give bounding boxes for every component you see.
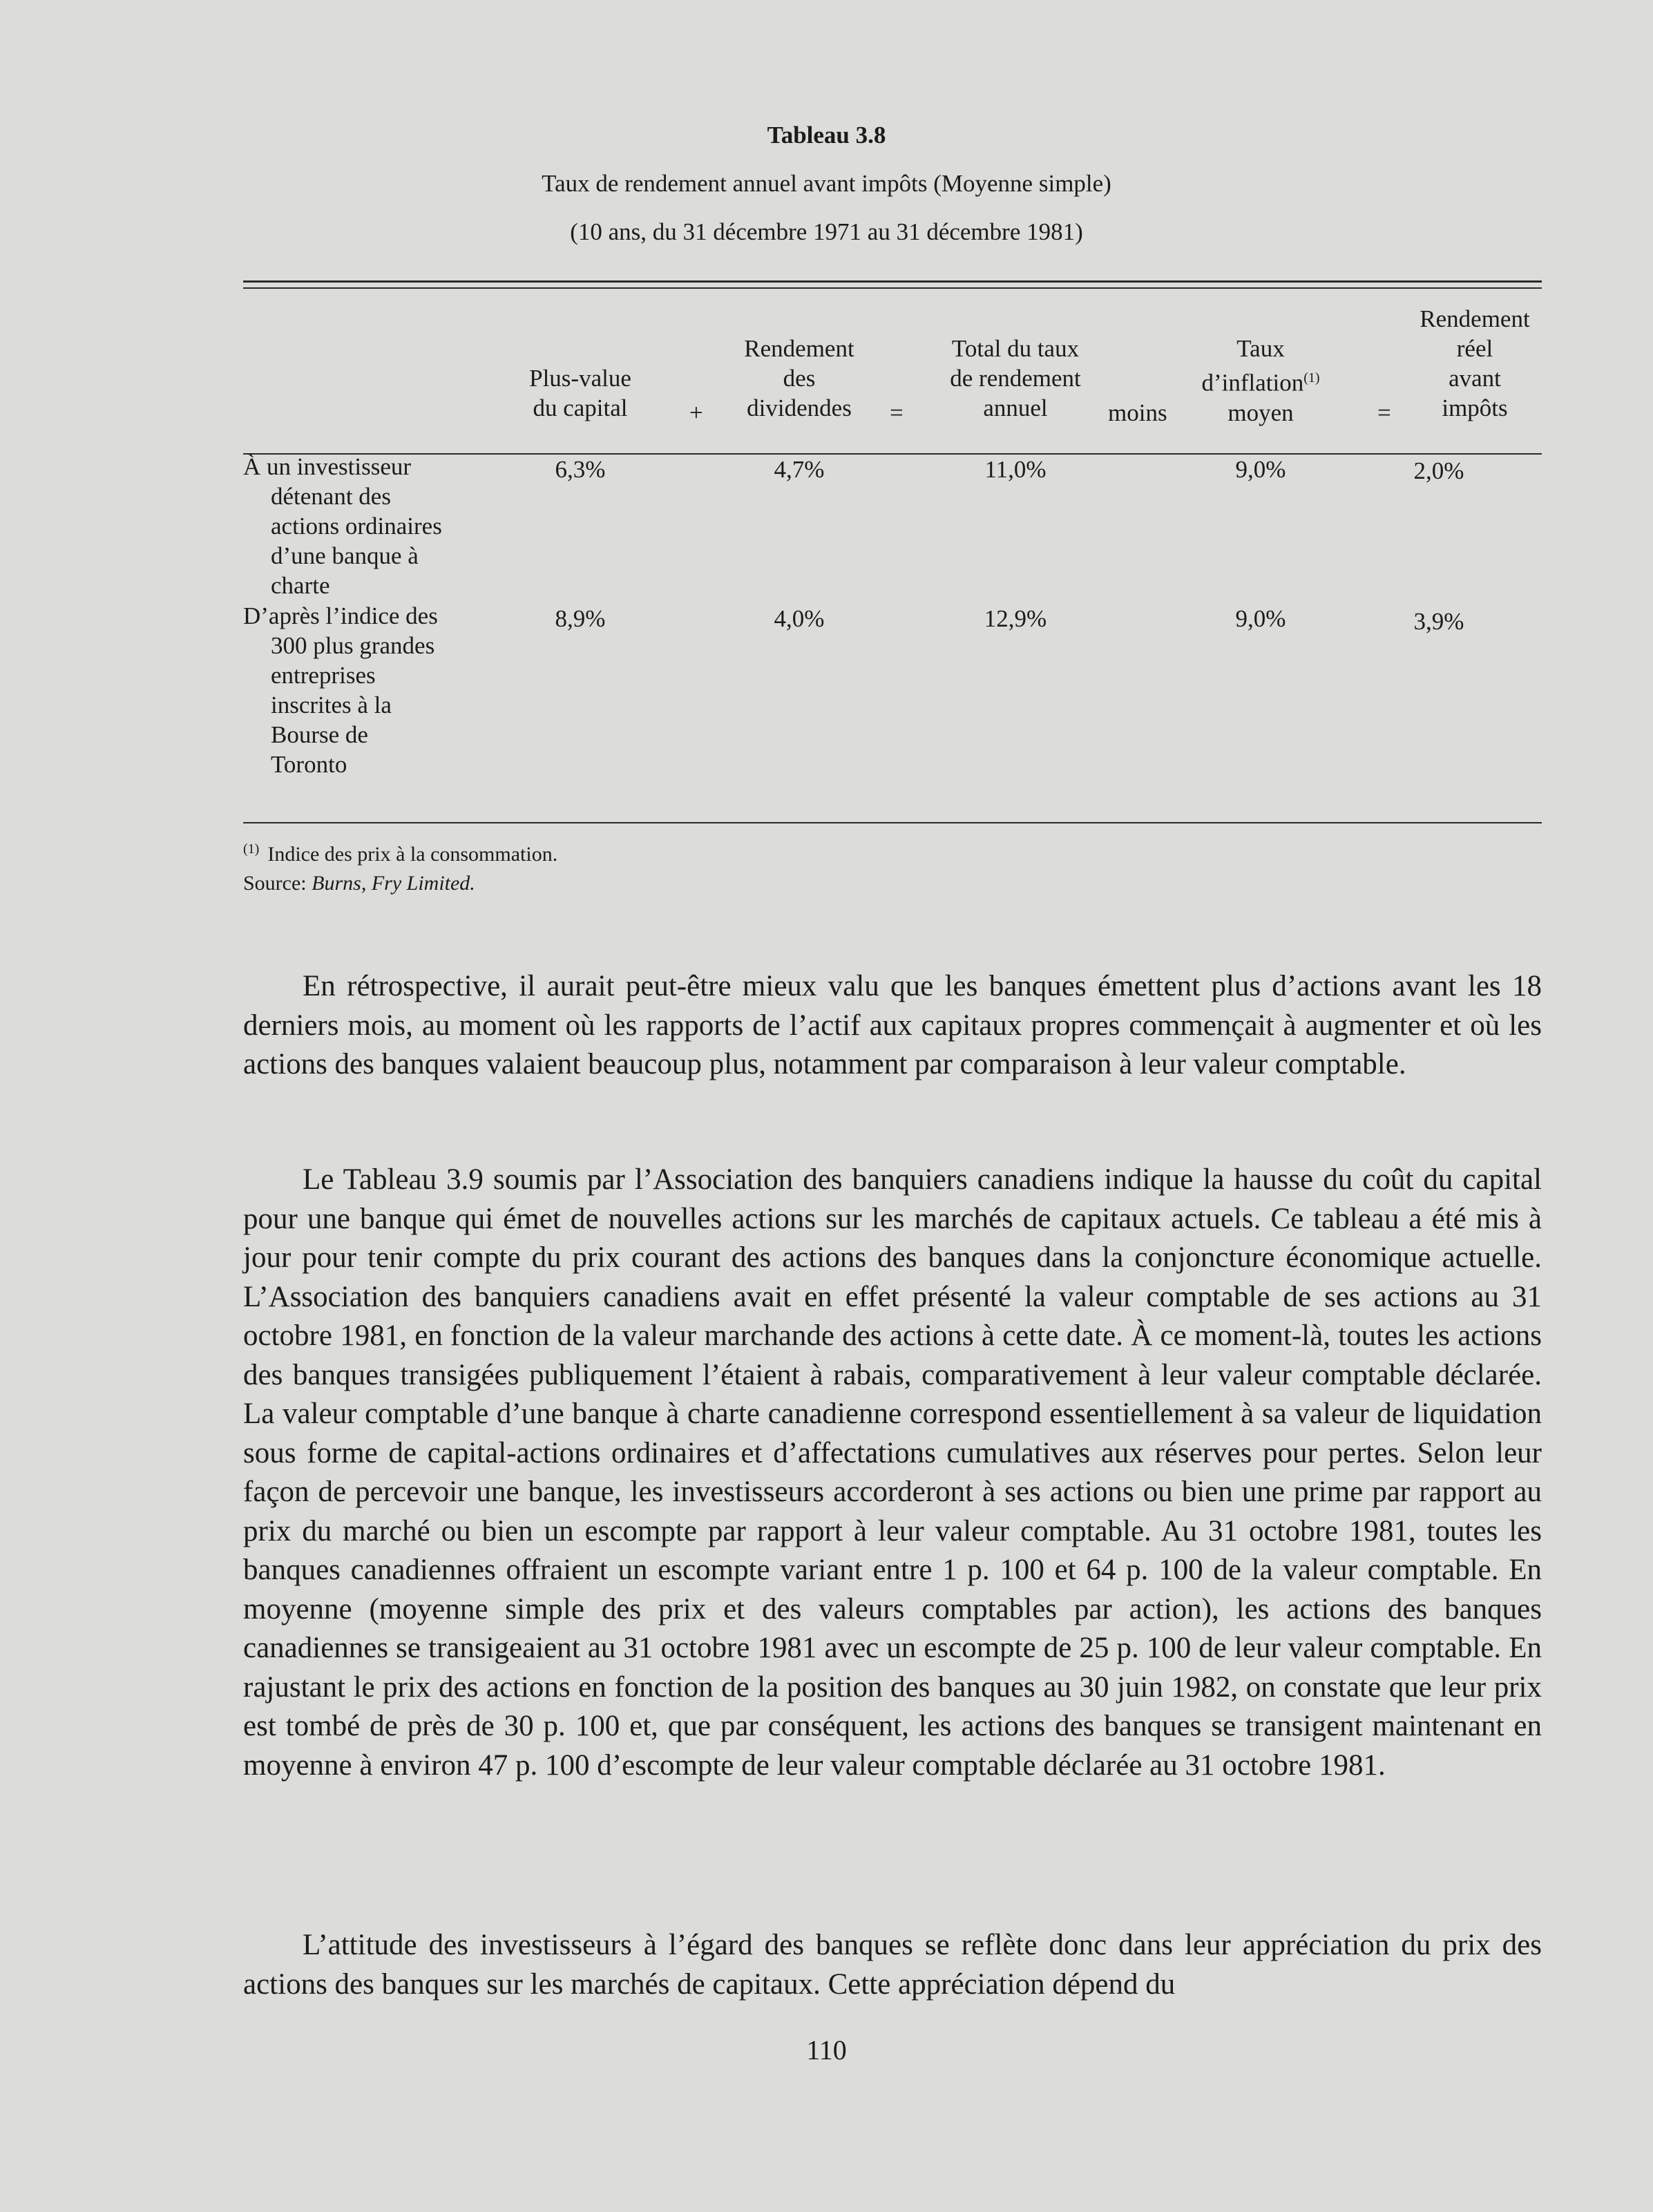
equals-operator: = xyxy=(890,399,904,426)
cell-capital-gain: 8,9% xyxy=(555,605,606,632)
table-footnote xyxy=(243,841,557,866)
table-top-rule-inner xyxy=(243,287,1542,289)
table-title: Tableau 3.8 xyxy=(767,122,886,149)
cell-capital-gain: 6,3% xyxy=(555,456,606,483)
equals-operator-2: = xyxy=(1377,399,1391,426)
table-top-rule xyxy=(243,280,1542,283)
body-paragraph: En rétrospective, il aurait peut-être mieux valu que les banques émettent plus d’actions avant les 18 derniers mois, au moment où les rapports de l’actif aux capitaux propres commençait à augmenter et où les actions des banques valaient beaucoup plus, notamment par comparaison à leur valeur comptable. xyxy=(243,970,1542,1080)
header-capital-gain: Plus-value du capital xyxy=(529,365,631,421)
plus-operator: + xyxy=(689,399,703,426)
source-value: Burns, Fry Limited. xyxy=(312,872,475,895)
cell-total-return: 12,9% xyxy=(984,605,1047,632)
footnote-mark: (1) xyxy=(243,841,260,857)
cell-inflation: 9,0% xyxy=(1235,456,1286,483)
row-label-bank-investor: À un investisseur détenant des actions ordinaires d’une banque à charte xyxy=(243,453,442,599)
table-source xyxy=(243,872,475,895)
row-label-tse-300: D’après l’indice des 300 plus grandes entreprises inscrites à la Bourse de Toronto xyxy=(243,602,438,778)
table-subtitle: Taux de rendement annuel avant impôts (Moyenne simple) xyxy=(542,170,1111,197)
inflation-footnote-ref: (1) xyxy=(1303,370,1320,385)
header-inflation: Taux d’inflation$^{(1)}$ moyen xyxy=(1201,335,1320,426)
header-real-return: Rendement réel avant impôts xyxy=(1420,305,1530,421)
minus-operator: moins xyxy=(1108,399,1167,426)
table-bottom-rule xyxy=(243,822,1542,823)
table-period: (10 ans, du 31 décembre 1971 au 31 décembre 1981) xyxy=(570,218,1083,245)
cell-total-return: 11,0% xyxy=(984,456,1047,483)
cell-dividend-yield: 4,0% xyxy=(774,605,825,632)
cell-inflation: 9,0% xyxy=(1235,605,1286,632)
cell-dividend-yield: 4,7% xyxy=(774,456,825,483)
header-total-return: Total du taux de rendement annuel xyxy=(950,335,1081,421)
cell-real-return: 2,0% xyxy=(1413,457,1464,484)
source-label: Source: xyxy=(243,872,307,895)
body-paragraph: Le Tableau 3.9 soumis par l’Association des banquiers canadiens indique la hausse du coût du capital pour une banque qui émet de nouvelles actions sur les marchés de capitaux actuels. Ce tableau a été mis à jour pour tenir compte du prix courant des actions des banques dans la conjoncture économique actuelle. L’Association des banquiers canadiens avait en effet présenté la valeur comptable de ses actions au 31 octobre 1981, en fonction de la valeur marchande des actions à cette date. À ce moment-là, toutes les actions des banques transigées publiquement l’étaient à rabais, comparativement à leur valeur comptable déclarée. La valeur comptable d’une banque à charte canadienne correspond essentiellement à sa valeur de liquidation sous forme de capital-actions ordinaires et d’affectations cumulatives aux réserves pour pertes. Selon leur façon de percevoir une banque, les investisseurs accorderont à ses actions ou bien une prime par rapport au prix du marché ou bien un escompte par rapport à leur valeur comptable. Au 31 octobre 1981, toutes les banques canadiennes offraient un escompte variant entre 1 p. 100 et 64 p. 100 de la valeur comptable. En moyenne (moyenne simple des prix et des valeurs comptables par action), les actions des banques canadiennes se transigeaient au 31 octobre 1981 avec un escompte de 25 p. 100 de leur valeur comptable. En rajustant le prix des actions en fonction de la position des banques au 30 juin 1982, on constate que leur prix est tombé de près de 30 p. 100 et, que par conséquent, les actions des banques se transigent maintenant en moyenne à environ 47 p. 100 d’escompte de leur valeur comptable déclarée au 31 octobre 1981. xyxy=(243,1163,1542,1782)
footnote-text: Indice des prix à la consommation. xyxy=(267,843,558,866)
body-paragraph: L’attitude des investisseurs à l’égard des banques se reflète donc dans leur appréciation du prix des actions des banques sur les marchés de capitaux. Cette appréciation dépend du xyxy=(243,1929,1542,2001)
page-number: 110 xyxy=(806,2034,847,2066)
cell-real-return: 3,9% xyxy=(1413,608,1464,635)
header-dividend-yield: Rendement des dividendes xyxy=(744,335,854,421)
